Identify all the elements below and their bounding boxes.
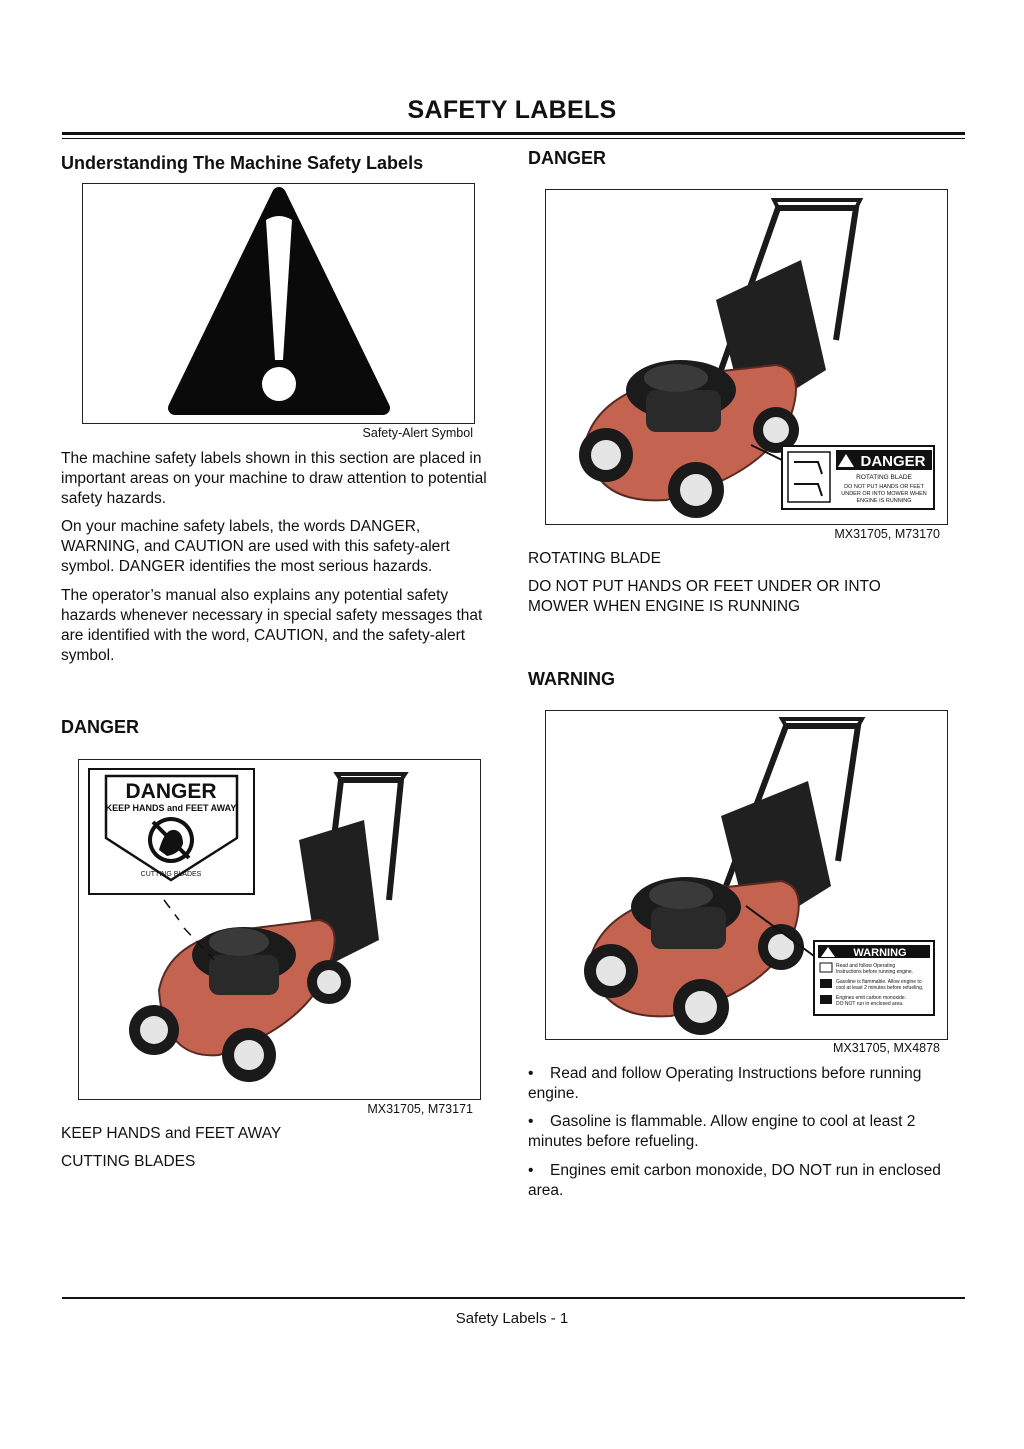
warning-bullet-text: Engines emit carbon monoxide, DO NOT run in enclosed area. — [528, 1162, 941, 1199]
rotating-blade-label-line4: ENGINE IS RUNNING — [856, 498, 912, 504]
warning-label-line4: cool at least 2 minutes before refueling. — [836, 985, 924, 991]
warning-bullet-text: Gasoline is flammable. Allow engine to cool at least 2 minutes before refueling. — [528, 1113, 916, 1150]
danger-label-ring-text: CUTTING BLADES — [140, 871, 202, 878]
rotating-blade-label-line2: DO NOT PUT HANDS OR FEET — [844, 484, 924, 490]
section-heading-danger-left: DANGER — [61, 717, 140, 737]
danger-rotating-blade-figure — [545, 189, 948, 525]
warning-label-line2: Instructions before running engine. — [836, 969, 913, 975]
bullet-icon: • — [528, 1113, 534, 1130]
safety-alert-icon — [83, 184, 474, 423]
section-heading-danger-right: DANGER — [528, 148, 607, 168]
section-heading-understanding: Understanding The Machine Safety Labels — [61, 153, 424, 173]
warning-label-title: WARNING — [853, 947, 907, 959]
header-rule — [62, 132, 965, 135]
safety-alert-figure — [82, 183, 475, 424]
danger-left-line-1: KEEP HANDS and FEET AWAY — [61, 1125, 282, 1142]
lawn-mower-illustration — [546, 711, 947, 1039]
warning-label-line3: Gasoline is flammable. Allow engine to — [836, 979, 922, 985]
rotating-blade-label-line1: ROTATING BLADE — [856, 474, 912, 481]
rotating-blade-label-title: DANGER — [860, 453, 926, 470]
rotating-blade-label-line3: UNDER OR INTO MOWER WHEN — [841, 491, 927, 497]
bullet-icon: • — [528, 1162, 534, 1179]
warning-label-line6: DO NOT run in enclosed area. — [836, 1001, 904, 1007]
danger-label-subtitle: KEEP HANDS and FEET AWAY — [105, 803, 237, 813]
warning-bullet-1 — [528, 1064, 953, 1104]
page-footer: Safety Labels - 1 — [455, 1310, 569, 1327]
danger-label-title: DANGER — [125, 780, 217, 803]
danger-left-caption: MX31705, M73171 — [367, 1102, 473, 1116]
danger-right-line-1: ROTATING BLADE — [528, 550, 661, 567]
danger-right-line-2: DO NOT PUT HANDS OR FEET UNDER OR INTO MOWER WHEN ENGINE IS RUNNING — [528, 578, 881, 615]
danger-left-line-2: CUTTING BLADES — [61, 1153, 196, 1170]
lawn-mower-illustration — [79, 760, 480, 1099]
warning-bullet-2 — [528, 1112, 953, 1152]
intro-paragraph-3: The operator’s manual also explains any potential safety hazards whenever necessary in special safety messages that are identified with the word, CAUTION, and the safety-alert symbol. — [61, 587, 483, 664]
warning-caption: MX31705, MX4878 — [832, 1041, 940, 1055]
intro-paragraph-1: The machine safety labels shown in this section are placed in important areas on your machine to draw attention to potential safety hazards. — [61, 450, 487, 507]
page-title: SAFETY LABELS — [407, 96, 617, 124]
safety-alert-caption: Safety-Alert Symbol — [362, 426, 473, 440]
danger-cutting-blades-figure — [78, 759, 481, 1100]
warning-label-line1: Read and follow Operating — [836, 963, 896, 969]
warning-bullet-3 — [528, 1161, 953, 1201]
danger-right-caption: MX31705, M73170 — [834, 527, 940, 541]
warning-label-line5: Engines emit carbon monoxide. — [836, 995, 907, 1001]
warning-bullet-text: Read and follow Operating Instructions before running engine. — [528, 1065, 922, 1102]
intro-paragraph-2: On your machine safety labels, the words DANGER, WARNING, and CAUTION are used with this safety-alert symbol. DANGER identifies the most serious hazards. — [61, 518, 450, 575]
header-rule-thin — [62, 138, 965, 139]
footer-rule — [62, 1297, 965, 1299]
lawn-mower-illustration — [546, 190, 947, 524]
bullet-icon: • — [528, 1065, 534, 1082]
warning-figure — [545, 710, 948, 1040]
section-heading-warning: WARNING — [528, 669, 615, 689]
